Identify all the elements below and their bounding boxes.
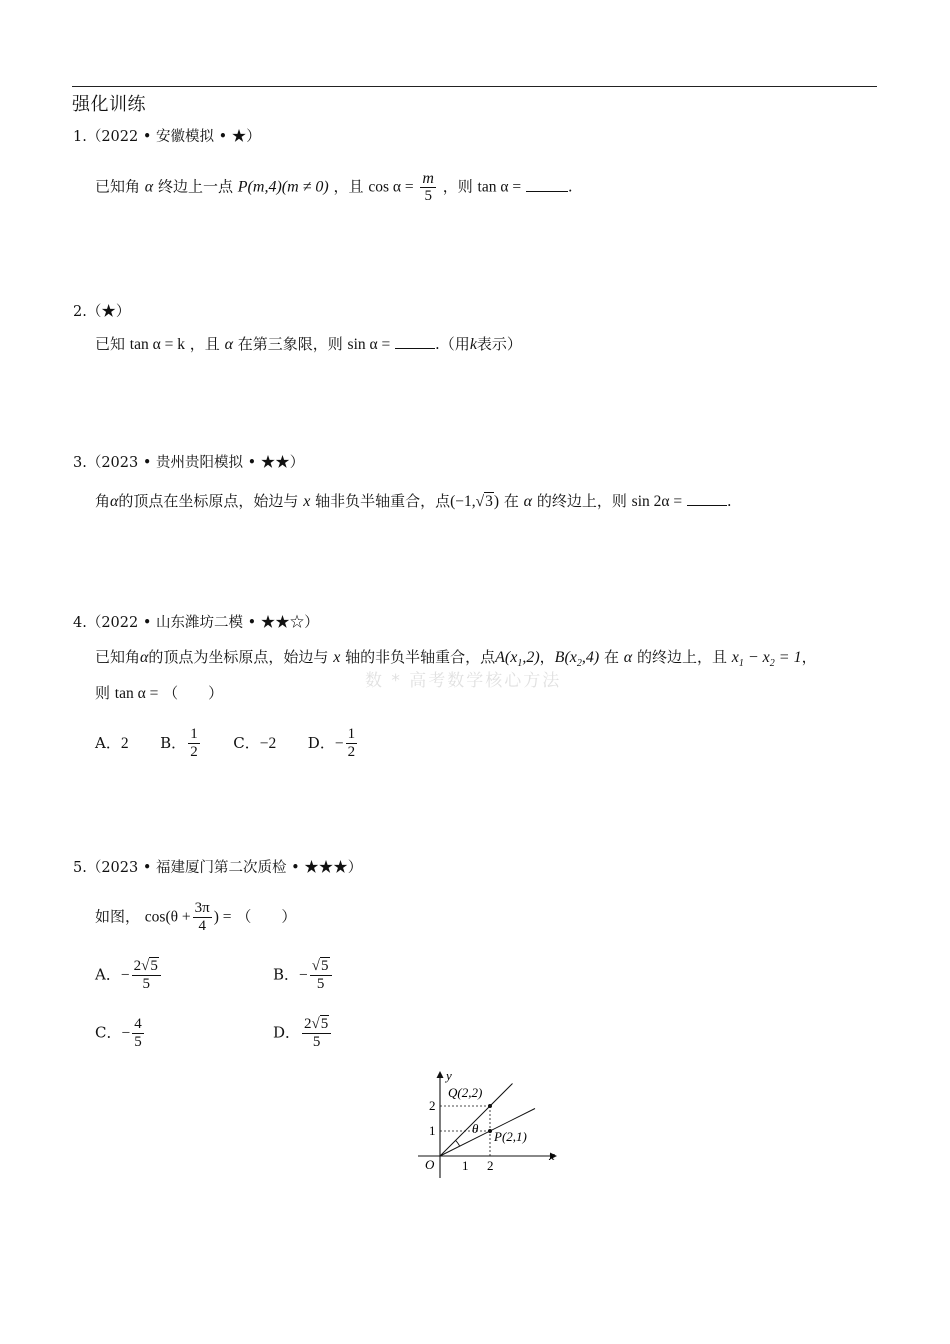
q4-option-value: −2 — [259, 734, 277, 752]
q4-eq-s2: 2 — [769, 658, 775, 670]
q1-tan: tan α = — [477, 178, 522, 196]
q5-option-frac — [132, 958, 161, 993]
q4-header: 4.（2022 • 山东潍坊二模 • ★★☆） — [73, 615, 319, 631]
q1-alpha: α — [144, 178, 154, 196]
q4-frac-num: 1 — [190, 726, 198, 742]
q5-header: 5.（2023 • 福建厦门第二次质检 • ★★★） — [73, 860, 363, 876]
q4-text: 的顶点为坐标原点，始边与 — [148, 648, 329, 666]
q5-num-radicand: 5 — [320, 1016, 329, 1032]
q5-num-coef: 2 — [133, 958, 142, 974]
q5-option-label: C． — [95, 1023, 122, 1042]
q5-option-label: B． — [273, 965, 300, 984]
q4-eq-minus: − x — [743, 649, 770, 666]
q3-body — [95, 491, 732, 512]
q3-point-radicand: 3 — [485, 493, 493, 510]
q4-text: 已知角 — [95, 648, 141, 666]
q4-point-a — [495, 649, 540, 670]
q4-body-line2 — [95, 683, 223, 704]
q4-text: 轴的非负半轴重合，点 — [345, 648, 496, 666]
q4-answer-paren[interactable]: （ ） — [163, 684, 224, 702]
q4-point-b-pre: B(x — [554, 649, 577, 666]
q3-point-b: ) — [493, 493, 500, 510]
q4-option-a[interactable] — [95, 734, 129, 752]
q4-point-b-post: ,4) — [581, 649, 600, 666]
q5-figure — [410, 1066, 570, 1182]
q3-alpha: α — [110, 493, 119, 510]
q5-cos: cos(θ + — [144, 908, 191, 926]
q4-frac-den: 2 — [347, 744, 356, 760]
q4-option-c[interactable] — [233, 734, 276, 752]
label-q: Q(2,2) — [448, 1085, 483, 1100]
q2-alpha: α — [224, 336, 233, 353]
q3-text: 轴非负半轴重合，点 — [315, 492, 451, 510]
header-rule — [72, 86, 877, 87]
q4-tan: tan α = — [114, 685, 159, 702]
q4-text: 的终边上，且 — [636, 648, 727, 666]
q4-option-sign: − — [334, 734, 344, 752]
q2-sin: sin α = — [347, 336, 391, 353]
q1-answer-blank[interactable] — [526, 177, 568, 192]
tick-y1: 1 — [429, 1123, 436, 1138]
q5-body — [95, 900, 296, 935]
q4-option-label: B． — [160, 733, 187, 752]
q4-text: 则 — [95, 684, 111, 702]
q5-option-frac — [132, 1016, 144, 1051]
q4-frac-den: 2 — [190, 744, 198, 760]
q2-text: .（用 — [435, 335, 470, 353]
q3-point: (−1,√3) — [450, 493, 500, 510]
q5-option-sign: − — [299, 966, 308, 984]
q2-header: 2.（★） — [73, 304, 131, 320]
q2-answer-blank[interactable] — [395, 334, 435, 349]
q5-option-sign: − — [121, 1024, 131, 1042]
section-title: 强化训练 — [72, 94, 146, 115]
q4-alpha: α — [623, 649, 633, 666]
q3-end: . — [726, 492, 732, 510]
q2-body — [95, 334, 522, 355]
point-q — [488, 1104, 492, 1108]
tick-x2: 2 — [487, 1158, 494, 1173]
y-axis-label: y — [446, 1068, 452, 1083]
q5-num-coef: 2 — [304, 1016, 312, 1032]
watermark: 数 * 高考数学核心方法 — [365, 671, 562, 691]
q5-frac-num: 2√5 — [132, 958, 161, 976]
q4-option-frac — [346, 726, 358, 761]
q5-option-c[interactable] — [95, 1016, 146, 1051]
q5-option-label: A． — [95, 965, 121, 984]
y-axis-arrow — [437, 1071, 444, 1078]
q4-eq-rhs: = 1 — [774, 649, 802, 666]
q5-frac-num: √5 — [310, 958, 332, 976]
q4-alpha: α — [140, 649, 149, 666]
q2-k: k — [469, 336, 477, 353]
q2-condition: tan α = k — [129, 336, 185, 353]
origin-label: O — [425, 1157, 435, 1172]
q2-text: 在第三象限，则 — [237, 335, 343, 353]
q5-frac-den: 5 — [142, 976, 150, 992]
q5-frac-num: 3π — [194, 900, 210, 916]
q4-eq-s1: 1 — [738, 658, 744, 670]
q3-point-a: (−1, — [450, 493, 476, 510]
q1-end: . — [567, 177, 573, 196]
q3-x: x — [303, 493, 311, 510]
q1-body — [95, 170, 573, 205]
q5-frac-num: 4 — [134, 1016, 142, 1032]
q5-frac-num: 2√5 — [302, 1016, 331, 1034]
q3-text: 在 — [503, 492, 519, 510]
q3-text: 的顶点在坐标原点，始边与 — [118, 492, 299, 510]
q4-option-frac — [188, 726, 200, 761]
q5-fraction — [193, 900, 212, 935]
q3-header: 3.（2023 • 贵州贵阳模拟 • ★★） — [73, 455, 305, 471]
q5-num-radicand: 5 — [321, 958, 329, 974]
q4-option-label: A． — [95, 733, 121, 752]
q1-frac-den: 5 — [424, 188, 432, 204]
tick-y2: 2 — [429, 1098, 436, 1113]
q4-text: 在 — [603, 648, 619, 666]
q3-text: 的终边上，则 — [536, 492, 627, 510]
q4-sep: ， — [539, 648, 555, 666]
q4-option-value: 2 — [120, 734, 129, 752]
q1-fraction — [420, 170, 436, 205]
q4-option-label: D． — [307, 733, 335, 752]
q1-text: ，则 — [442, 177, 473, 196]
q4-options — [95, 726, 359, 761]
q1-cos: cos α = — [368, 178, 414, 196]
q4-equation — [731, 649, 802, 670]
q5-frac-den: 4 — [198, 918, 206, 934]
q5-option-frac — [310, 958, 332, 993]
q4-frac-num: 1 — [347, 726, 356, 742]
q4-comma: ， — [801, 648, 817, 666]
q2-text: 已知 — [95, 335, 126, 353]
q5-text: 如图， — [95, 907, 141, 926]
q4-point-b-sub: 2 — [576, 658, 582, 670]
q3-sin2: sin 2α = — [631, 493, 683, 510]
q4-x: x — [333, 649, 341, 666]
q1-text: ，且 — [333, 177, 364, 196]
q5-frac-den: 5 — [316, 976, 325, 992]
q1-text: 已知角 — [95, 177, 141, 196]
q5-cos-post: ) = — [213, 908, 232, 926]
q2-text: ，且 — [189, 335, 220, 353]
q5-option-label: D． — [273, 1023, 301, 1042]
q5-answer-paren[interactable]: （ ） — [236, 907, 297, 926]
q5-option-a[interactable] — [95, 958, 163, 993]
q1-frac-num: m — [422, 170, 434, 187]
q4-point-a-post: ,2) — [522, 649, 540, 666]
q3-alpha: α — [523, 493, 533, 510]
q4-option-d[interactable] — [307, 726, 359, 760]
q5-num-radicand: 5 — [150, 958, 158, 974]
q4-option-label: C． — [233, 733, 260, 752]
q1-header: 1.（2022 • 安徽模拟 • ★） — [73, 129, 261, 145]
label-p: P(2,1) — [494, 1129, 527, 1144]
q4-body-line1 — [95, 647, 817, 674]
q5-option-frac — [302, 1016, 331, 1051]
theta-arc — [456, 1140, 460, 1146]
tick-x1: 1 — [462, 1158, 469, 1173]
q1-point: P(m,4)(m ≠ 0) — [237, 178, 329, 196]
q4-point-b — [554, 649, 600, 670]
q5-option-sign: − — [120, 966, 130, 984]
q5-frac-den: 5 — [312, 1034, 321, 1050]
q5-option-d[interactable] — [273, 1016, 333, 1051]
q4-point-a-pre: A(x — [495, 649, 518, 666]
point-p — [488, 1129, 492, 1133]
q3-text: 角 — [95, 492, 111, 510]
q4-point-a-sub: 1 — [517, 658, 523, 670]
q4-option-b[interactable] — [160, 726, 202, 760]
q2-text: 表示） — [476, 335, 522, 353]
q1-text: 终边上一点 — [157, 177, 233, 196]
label-theta: θ — [472, 1121, 479, 1136]
q3-answer-blank[interactable] — [687, 491, 727, 506]
q5-option-b[interactable] — [273, 958, 334, 993]
x-axis-label: x — [549, 1148, 555, 1163]
q4-eq-x1: x — [731, 649, 739, 666]
q5-frac-den: 5 — [134, 1034, 142, 1050]
